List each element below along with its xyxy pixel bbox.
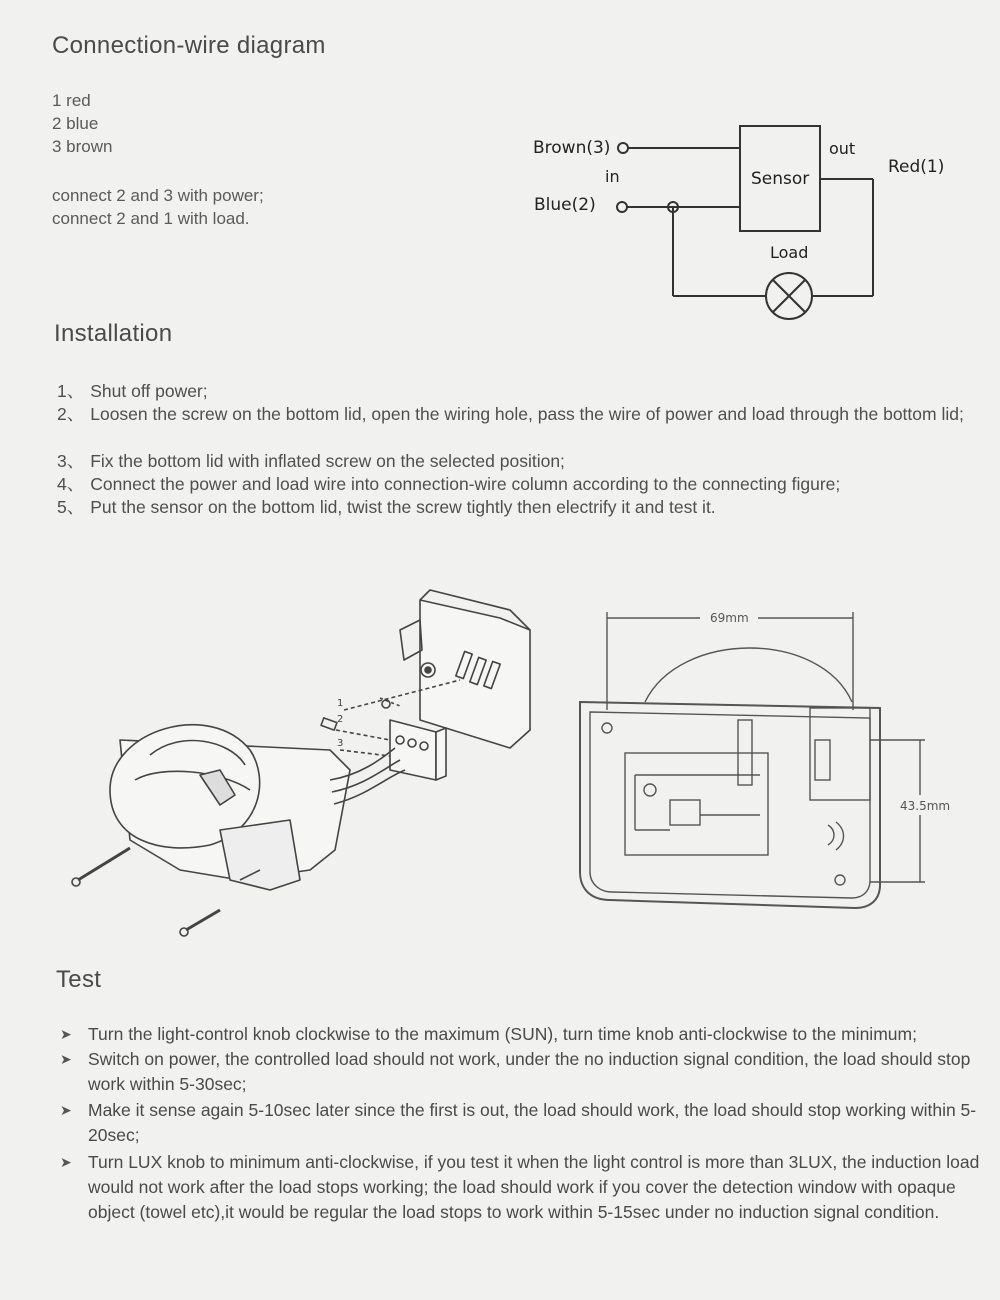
wire-label: 1 bbox=[337, 698, 344, 709]
arrow-bullet-icon: ➤ bbox=[60, 1102, 72, 1118]
connection-note: connect 2 and 1 with load. bbox=[52, 209, 250, 228]
step-number: 1、 bbox=[57, 381, 85, 401]
mount-hole bbox=[602, 723, 612, 733]
width-dimension-label: 69mm bbox=[710, 611, 749, 625]
legend-item: 3 brown bbox=[52, 137, 113, 156]
legend-item: 1 red bbox=[52, 91, 91, 110]
step-text: Loosen the screw on the bottom lid, open the wiring hole, pass the wire of power and load through the bottom lid; bbox=[90, 404, 964, 424]
installation-title: Installation bbox=[54, 320, 173, 347]
step-number: 3、 bbox=[57, 451, 85, 471]
blue-terminal bbox=[617, 202, 627, 212]
legend-item: 2 blue bbox=[52, 114, 99, 133]
test-item bbox=[60, 1098, 980, 1148]
load-label: Load bbox=[770, 243, 809, 262]
mounting-screw bbox=[186, 910, 220, 930]
step-number: 4、 bbox=[57, 474, 85, 494]
installation-step bbox=[57, 450, 982, 472]
base-plate bbox=[420, 600, 530, 748]
test-item bbox=[60, 1022, 980, 1047]
height-dimension-label: 43.5mm bbox=[900, 799, 951, 813]
installation-step bbox=[57, 473, 982, 495]
dome-outline bbox=[645, 648, 852, 702]
step-text: Fix the bottom lid with inflated screw on the selected position; bbox=[90, 451, 565, 471]
blue-label: Blue(2) bbox=[534, 195, 596, 215]
test-item-text: Turn LUX knob to minimum anti-clockwise, if you test it when the light control is more than 3LUX, the induction load would not work after the load stops working; the load should work if you cover the detection window with opaque object (towel etc),it would be regular the load stops to work within 5-15sec under no induction signal condition. bbox=[88, 1152, 980, 1222]
test-item bbox=[60, 1047, 980, 1097]
wire-label: 2 bbox=[337, 714, 344, 725]
wire-label: 3 bbox=[337, 738, 344, 749]
installation-step bbox=[57, 403, 982, 425]
wire-color-legend bbox=[52, 89, 112, 158]
step-number: 2、 bbox=[57, 404, 85, 424]
brown-terminal bbox=[618, 143, 628, 153]
terminal-block bbox=[390, 720, 436, 780]
connection-note: connect 2 and 3 with power; bbox=[52, 186, 264, 205]
exploded-installation-view bbox=[60, 580, 550, 950]
mount-hole bbox=[835, 875, 845, 885]
arrow-bullet-icon: ➤ bbox=[60, 1154, 72, 1170]
connection-title: Connection-wire diagram bbox=[52, 32, 326, 59]
circuit-board bbox=[625, 753, 768, 855]
sensor-label: Sensor bbox=[751, 169, 810, 189]
step-number: 5、 bbox=[57, 497, 85, 517]
arrow-bullet-icon: ➤ bbox=[60, 1051, 72, 1067]
connection-notes bbox=[52, 184, 264, 230]
brown-label: Brown(3) bbox=[533, 138, 611, 158]
test-item-text: Make it sense again 5-10sec later since the first is out, the load should work, the load should stop working within 5-20sec; bbox=[88, 1100, 977, 1145]
in-label: in bbox=[605, 167, 620, 186]
step-text: Put the sensor on the bottom lid, twist the screw tightly then electrify it and test it. bbox=[90, 497, 716, 517]
installation-step bbox=[57, 380, 982, 402]
test-title: Test bbox=[56, 966, 102, 993]
dimension-drawing bbox=[570, 600, 970, 920]
step-text: Connect the power and load wire into connection-wire column according to the connecting figure; bbox=[90, 474, 841, 494]
mounting-screw bbox=[78, 848, 130, 880]
test-item-text: Turn the light-control knob clockwise to the maximum (SUN), turn time knob anti-clockwise to the minimum; bbox=[88, 1024, 917, 1044]
test-item-text: Switch on power, the controlled load should not work, under the no induction signal condition, the load should stop work within 5-30sec; bbox=[88, 1049, 971, 1094]
step-text: Shut off power; bbox=[90, 381, 208, 401]
arrow-bullet-icon: ➤ bbox=[60, 1026, 72, 1042]
installation-step bbox=[57, 496, 982, 518]
out-label: out bbox=[829, 139, 856, 158]
red-label: Red(1) bbox=[888, 157, 945, 177]
wiring-schematic bbox=[525, 115, 965, 325]
test-item bbox=[60, 1150, 980, 1225]
